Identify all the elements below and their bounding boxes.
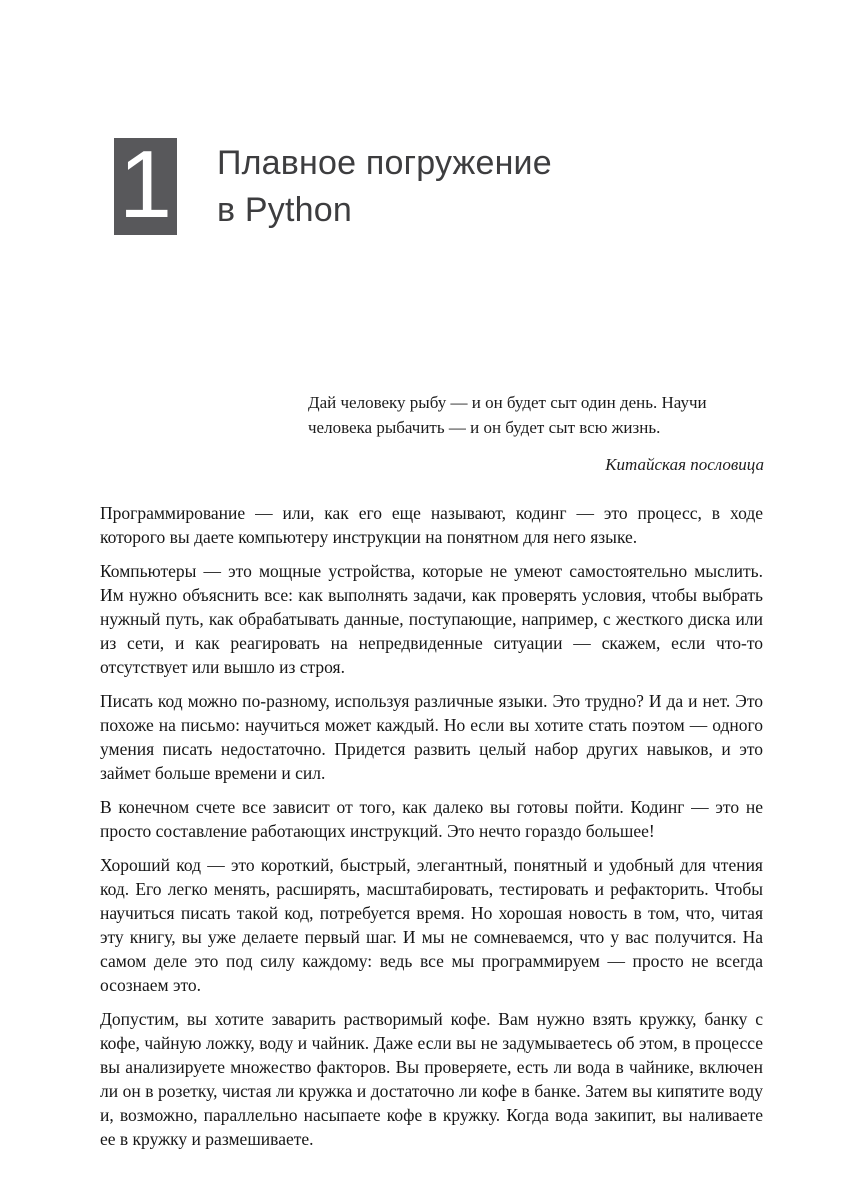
- paragraph: Допустим, вы хотите заварить растворимый кофе. Вам нужно взять кружку, банку с кофе, чайную ложку, воду и чайник. Даже если вы не задумываетесь об этом, в процессе вы анализируете множество факторов. Вы проверяете, есть ли вода в чайнике, включен ли он в розетку, чистая ли кружка и достаточно ли кофе в банке. Затем вы кипятите воду и, возможно, параллельно насыпаете кофе в кружку. Когда вода закипит, вы наливаете ее в кружку и размешиваете.: [100, 1009, 763, 1149]
- body-text: [100, 501, 763, 1161]
- paragraph: Программирование — или, как его еще называют, кодинг — это процесс, в ходе которого вы даете компьютеру инструкции на понятном для него языке.: [100, 503, 763, 547]
- paragraph: В конечном счете все зависит от того, как далеко вы готовы пойти. Кодинг — это не просто составление работающих инструкций. Это нечто гораздо большее!: [100, 797, 763, 841]
- chapter-number-block: [114, 138, 177, 235]
- epigraph: [308, 390, 764, 477]
- paragraph: Хороший код — это короткий, быстрый, элегантный, понятный и удобный для чтения код. Его легко менять, расширять, масштабировать, тестировать и рефакторить. Чтобы научиться писать такой код, потребуется время. Но хорошая новость в том, что, читая эту книгу, вы уже делаете первый шаг. И мы не сомневаемся, что у вас получится. На самом деле это под силу каждому: ведь все мы программируем — просто не всегда осознаем это.: [100, 855, 763, 995]
- paragraph: Компьютеры — это мощные устройства, которые не умеют самостоятельно мыслить. Им нужно объяснить все: как выполнять задачи, как проверять условия, чтобы выбрать нужный путь, как обрабатывать данные, поступающие, например, с жесткого диска или из сети, и как реагировать на непредвиденные ситуации — скажем, если что-то отсутствует или вышло из строя.: [100, 561, 763, 677]
- chapter-title-line-2: в Python: [217, 191, 352, 229]
- paragraph: Писать код можно по-разному, используя различные языки. Это трудно? И да и нет. Это похоже на письмо: научиться может каждый. Но если вы хотите стать поэтом — одного умения писать недостаточно. Придется развить целый набор других навыков, и это займет больше времени и сил.: [100, 691, 763, 783]
- epigraph-text: Дай человеку рыбу — и он будет сыт один день. Научи человека рыбачить — и он будет сыт всю жизнь.: [308, 393, 707, 437]
- chapter-title: [217, 138, 552, 234]
- epigraph-attribution: Китайская пословица: [605, 455, 764, 474]
- chapter-number: 1: [118, 138, 173, 235]
- chapter-heading: [114, 138, 552, 235]
- chapter-title-line-1: Плавное погружение: [217, 144, 552, 182]
